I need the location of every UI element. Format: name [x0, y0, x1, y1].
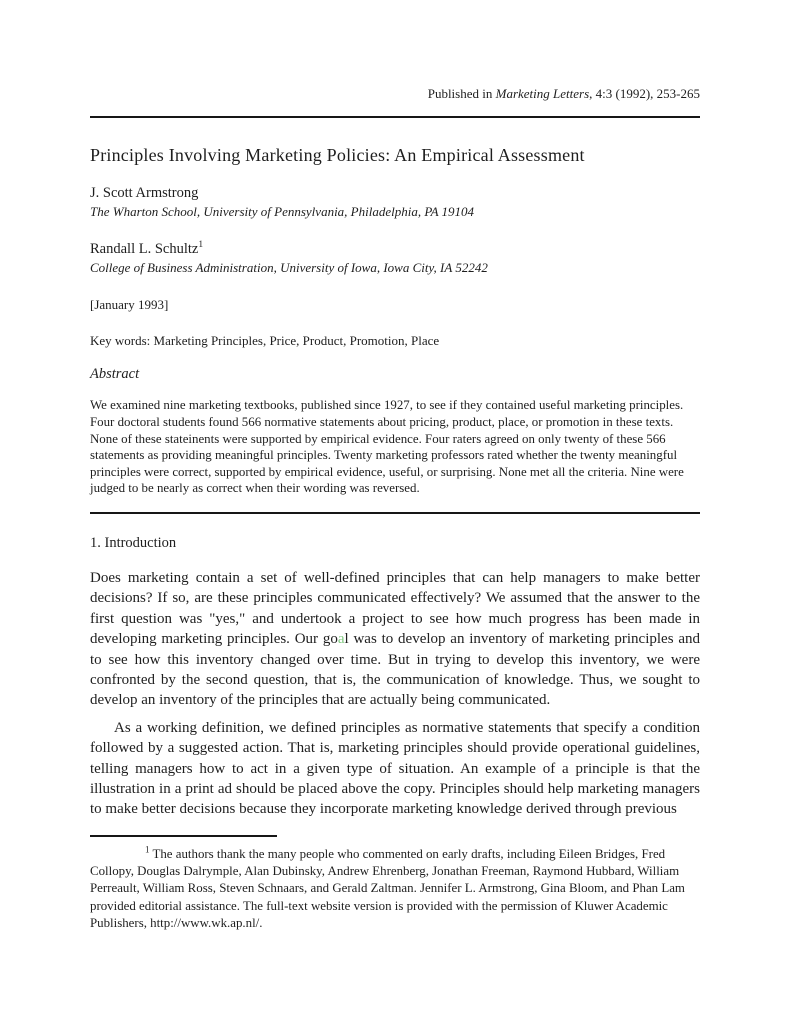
- section-heading-introduction: 1. Introduction: [90, 535, 177, 552]
- published-line: [90, 86, 700, 102]
- keywords-line: Key words: Marketing Principles, Price, Product, Promotion, Place: [90, 333, 440, 349]
- author-block-schultz: [90, 241, 700, 276]
- footnote-rule: [90, 835, 277, 837]
- introduction-paragraph-2: As a working definition, we defined principles as normative statements that specify a condition followed by a suggested action. That is, marketing principles should provide operational guidelines, telling managers how to act in a given type of situation. An example of a principle is that the illustration in a print ad should be placed above the copy. Principles should help marketing managers to make better decisions because they incorporate marketing knowledge derived through previous: [90, 719, 700, 818]
- footnote-marker: 1: [145, 844, 150, 855]
- abstract-rule: [90, 512, 700, 514]
- scan-artifact-green-letter: a: [337, 631, 345, 648]
- author-name: [90, 185, 700, 202]
- date-line: [January 1993]: [90, 297, 169, 313]
- footnote-text: [90, 846, 700, 932]
- author-name-text: J. Scott Armstrong: [90, 185, 199, 202]
- published-prefix: Published in: [427, 86, 496, 101]
- author-block-armstrong: [90, 185, 700, 220]
- para1-text-after: l was to develop an inventory of marketing principles and to see how this inventory changed over time. But in trying to develop this inventory, we were confronted by the second question, that is, the communication of knowledge. Thus, we sought to develop an inventory of the principles that are actually being communicated.: [90, 631, 700, 709]
- footnote-body: The authors thank the many people who commented on early drafts, including Eileen Bridges, Fred Collopy, Douglas Dalrymple, Alan Dubinsky, Andrew Ehrenberg, Jonathan Freeman, Raymond Hubbard, William Perreault, William Ross, Steven Schnaars, and Gerald Zaltman. Jennifer L. Armstrong, Gina Bloom, and Phan Lam provided editorial assistance. The full-text website version is provided with the permission of Kluwer Academic Publishers, http://www.wk.ap.nl/.: [90, 846, 685, 930]
- paper-title: Principles Involving Marketing Policies: An Empirical Assessment: [90, 145, 585, 166]
- author-footnote-marker: 1: [198, 240, 204, 251]
- author-affiliation: The Wharton School, University of Pennsylvania, Philadelphia, PA 19104: [90, 204, 475, 220]
- abstract-text: We examined nine marketing textbooks, published since 1927, to see if they contained useful marketing principles. Four doctoral students found 566 normative statements about pricing, product, place, or promotion in these texts. None of these stateinents were supported by empirical evidence. Four raters agreed on only twenty of these 566 statements as providing meaningful principles. Twenty marketing professors rated whether the twenty meaningful principles were correct, supported by empirical evidence, useful, or surprising. None met all the criteria. Nine were judged to be nearly as correct when their wording was reversed.: [90, 398, 684, 496]
- journal-name: Marketing Letters: [495, 86, 590, 101]
- abstract-heading: Abstract: [90, 366, 140, 383]
- author-name-text: Randall L. Schultz: [90, 241, 199, 258]
- introduction-paragraph-1: [90, 568, 700, 711]
- published-suffix: , 4:3 (1992), 253-265: [589, 86, 700, 101]
- author-affiliation: College of Business Administration, University of Iowa, Iowa City, IA 52242: [90, 260, 488, 276]
- top-rule: [90, 116, 700, 118]
- author-name: [90, 241, 700, 258]
- para1-text-before: Does marketing contain a set of well-defined principles that can help managers to make better decisions? If so, are these principles communicated effectively? We assumed that the answer to the first question was "yes," and undertook a project to see how much progress has been made in developing marketing principles. Our go: [90, 570, 700, 648]
